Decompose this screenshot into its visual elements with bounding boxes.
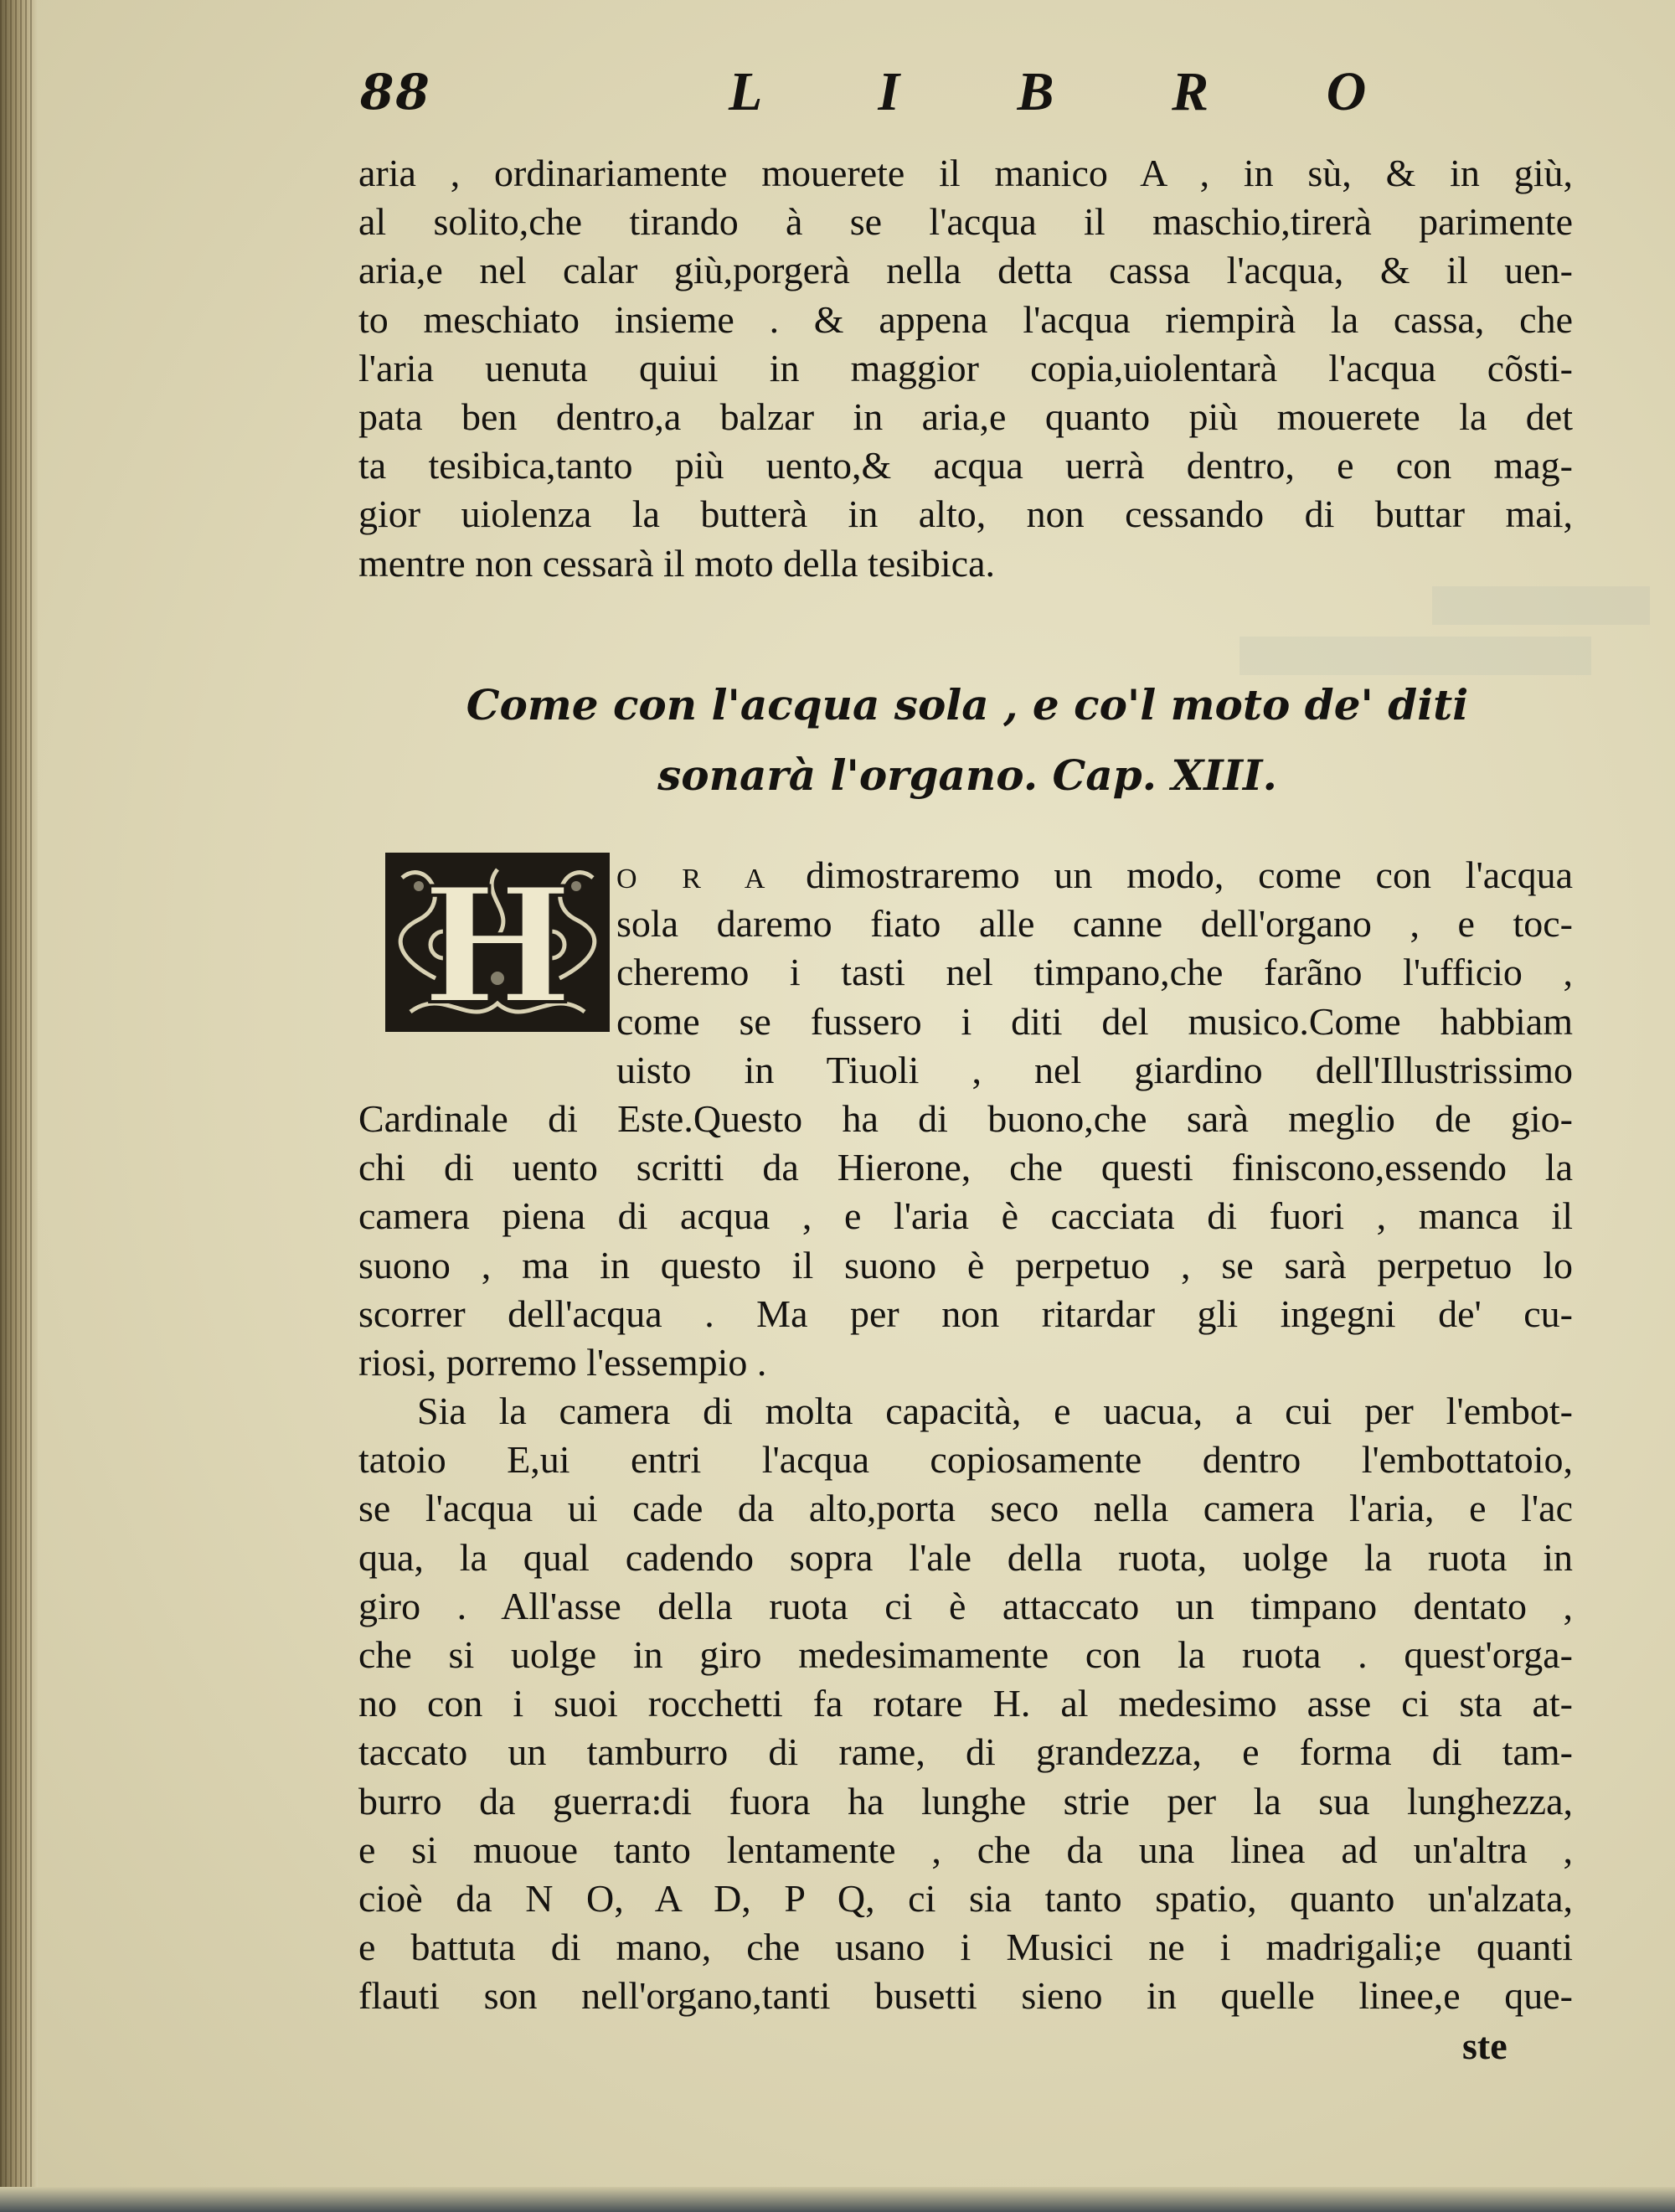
text-line: chi di uento scritti da Hierone, che questi finiscono,essendo la xyxy=(358,1146,1573,1189)
page-number: 88 xyxy=(360,64,431,121)
text-line-continuation: dimostraremo un modo, come con l'acqua xyxy=(806,853,1573,896)
chapter-heading xyxy=(360,670,1574,811)
catchword: ste xyxy=(1462,2024,1508,2067)
text-line: mentre non cessarà il moto della tesibica. xyxy=(358,541,996,585)
text-line: scorrer dell'acqua . Ma per non ritardar gli ingegni de' cu- xyxy=(358,1292,1573,1335)
text-line: cioè da N O, A D, P Q, ci sia tanto spatio, quanto un'alzata, xyxy=(358,1876,1573,1920)
chapter-heading-line-2: sonarà l'organo. Cap. XIII. xyxy=(657,750,1277,800)
text-line: gior uiolenza la butterà in alto, non cessando di buttar mai, xyxy=(358,492,1573,536)
text-line: Cardinale di Este.Questo ha di buono,che sarà meglio de gio- xyxy=(358,1096,1573,1140)
text-line: flauti son nell'organo,tanti busetti sieno in quelle linee,e que- xyxy=(358,1974,1573,2018)
text-line: e si muoue tanto lentamente , che da una linea ad un'altra , xyxy=(358,1828,1573,1871)
text-line: burro da guerra:di fuora ha lunghe strie per la sua lunghezza, xyxy=(358,1779,1573,1823)
text-line: qua, la qual cadendo sopra l'ale della ruota, uolge la ruota in xyxy=(358,1535,1573,1579)
text-line: come se fussero i diti del musico.Come habbiam xyxy=(616,999,1573,1043)
text-line: tatoio E,ui entri l'acqua copiosamente dentro l'embottatoio, xyxy=(358,1438,1573,1482)
text-line: taccato un tamburro di rame, di grandezza, e forma di tam- xyxy=(358,1730,1573,1774)
scan-bottom-edge xyxy=(0,2187,1675,2212)
drop-cap-letter: H xyxy=(422,853,573,1032)
text-line: che si uolge in giro medesimamente con la ruota . quest'orga- xyxy=(358,1633,1573,1676)
bleed-through-shadow xyxy=(1432,586,1650,625)
text-line: e battuta di mano, che usano i Musici ne i madrigali;e quanti xyxy=(358,1926,1573,1969)
text-line: cheremo i tasti nel timpano,che farãno l'ufficio , xyxy=(616,951,1573,994)
text-line xyxy=(616,851,1573,900)
text-line: Sia la camera di molta capacità, e uacua, a cui per l'embot- xyxy=(417,1390,1573,1433)
text-line: sola daremo fiato alle canne dell'organo , e toc- xyxy=(616,902,1573,946)
text-line: suono , ma in questo il suono è perpetuo , se sarà perpetuo lo xyxy=(358,1243,1573,1286)
text-line: pata ben dentro,a balzar in aria,e quanto più mouerete la det xyxy=(358,394,1573,438)
text-line: giro . All'asse della ruota ci è attaccato un timpano dentato , xyxy=(358,1584,1573,1627)
text-line: to meschiato insieme . & appena l'acqua riempirà la cassa, che xyxy=(358,297,1573,341)
text-line: l'aria uenuta quiui in maggior copia,uiolentarà l'acqua cõsti- xyxy=(358,346,1573,389)
paragraph-1 xyxy=(358,149,1573,588)
text-line: ta tesibica,tanto più uento,& acqua uerrà dentro, e con mag- xyxy=(358,444,1573,487)
gutter-page-edges xyxy=(0,0,32,2212)
book-title-head: L I B R O xyxy=(729,61,1419,122)
chapter-heading-line-1: Come con l'acqua sola , e co'l moto de' diti xyxy=(466,680,1469,730)
text-line: aria , ordinariamente mouerete il manico A , in sù, & in giù, xyxy=(358,152,1573,194)
opening-small-caps: O R A xyxy=(616,864,772,895)
text-line: aria,e nel calar giù,porgerà nella detta cassa l'acqua, & il uen- xyxy=(358,249,1573,292)
text-line: al solito,che tirando à se l'acqua il maschio,tirerà parimente xyxy=(358,200,1573,244)
text-line: no con i suoi rocchetti fa rotare H. al medesimo asse ci sta at- xyxy=(358,1682,1573,1725)
text-line: se l'acqua ui cade da alto,porta seco nella camera l'aria, e l'ac xyxy=(358,1487,1573,1530)
text-line: camera piena di acqua , e l'aria è cacciata di fuori , manca il xyxy=(358,1194,1573,1238)
text-line: uisto in Tiuoli , nel giardino dell'Illustrissimo xyxy=(616,1048,1573,1091)
running-head xyxy=(360,57,1616,132)
text-line: riosi, porremo l'essempio . xyxy=(358,1340,767,1384)
paragraph-2 xyxy=(358,851,1573,2021)
